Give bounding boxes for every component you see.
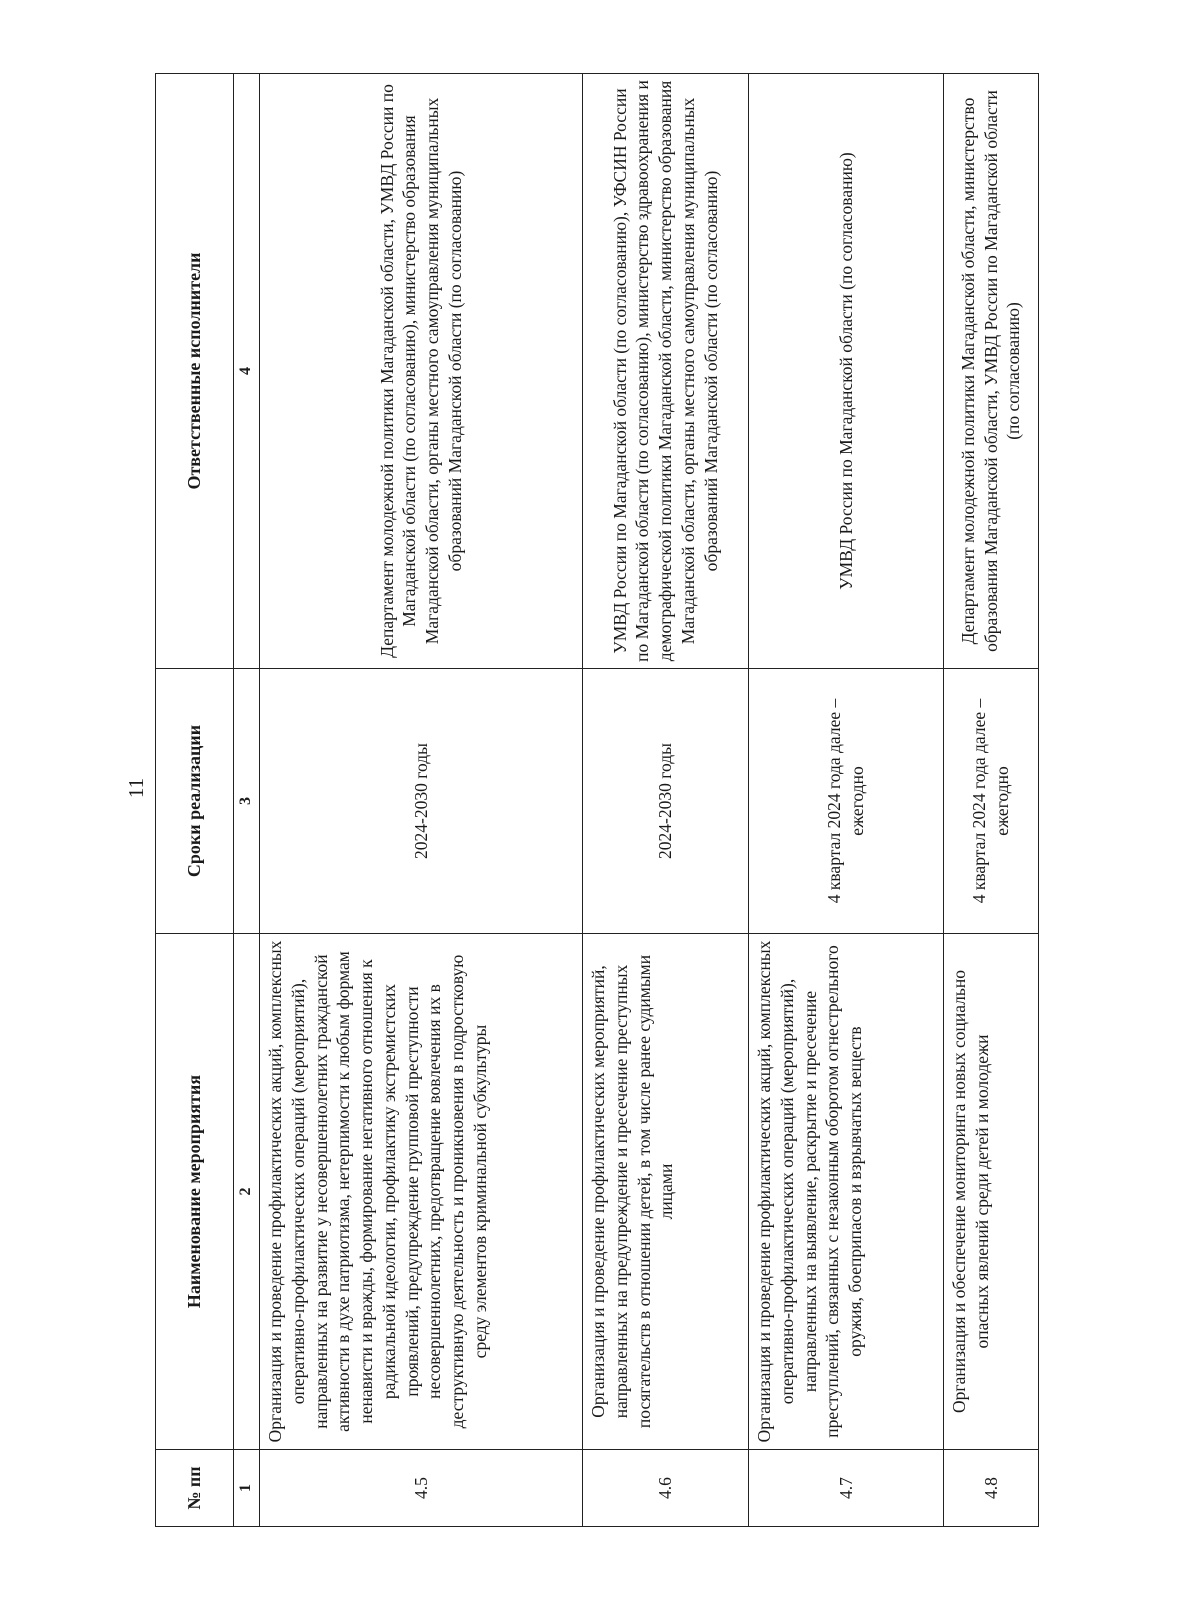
header-row — [156, 74, 234, 1527]
header-term: Сроки реализации — [156, 669, 234, 934]
col-number-4: 4 — [234, 74, 260, 669]
event-executors: Департамент молодежной политики Магаданской области, УМВД России по Магаданской области (по согласованию), министерство образования Магаданской области, органы местного самоуправления муниципальных образований Магаданской области (по согласованию) — [260, 74, 583, 669]
table-row — [749, 74, 944, 1527]
event-term: 4 квартал 2024 года далее – ежегодно — [944, 669, 1039, 934]
table-row — [260, 74, 583, 1527]
event-term: 2024-2030 годы — [583, 669, 749, 934]
header-name: Наименование мероприятия — [156, 934, 234, 1450]
col-number-2: 2 — [234, 934, 260, 1450]
row-number: 4.6 — [583, 1450, 749, 1527]
event-name: Организация и проведение профилактических акций, комплексных оперативно-профилактических операций (мероприятий), направленных на выявление, раскрытие и пресечение преступлений, связанных с незаконным оборотом огнестрельного оружия, боеприпасов и взрывчатых веществ — [749, 934, 944, 1450]
page-number: 11 — [124, 777, 148, 799]
header-exec: Ответственные исполнители — [156, 74, 234, 669]
event-term: 2024-2030 годы — [260, 669, 583, 934]
event-executors: УМВД России по Магаданской области (по согласованию) — [749, 74, 944, 669]
row-number: 4.7 — [749, 1450, 944, 1527]
row-number: 4.8 — [944, 1450, 1039, 1527]
events-table — [155, 73, 1039, 1527]
table-row — [583, 74, 749, 1527]
col-number-3: 3 — [234, 669, 260, 934]
event-name: Организация и обеспечение мониторинга новых социально опасных явлений среди детей и молодежи — [944, 934, 1039, 1450]
row-number: 4.5 — [260, 1450, 583, 1527]
rotated-table-container — [155, 74, 1038, 1527]
column-number-row — [234, 74, 260, 1527]
col-number-1: 1 — [234, 1450, 260, 1527]
event-name: Организация и проведение профилактических мероприятий, направленных на предупреждение и пресечение преступных посягательств в отношении детей, в том числе ранее судимыми лицами — [583, 934, 749, 1450]
table-row — [944, 74, 1039, 1527]
event-executors: Департамент молодежной политики Магаданской области, министерство образования Магаданской области, УМВД России по Магаданской области (по согласованию) — [944, 74, 1039, 669]
header-num: № пп — [156, 1450, 234, 1527]
event-name: Организация и проведение профилактических акций, комплексных оперативно-профилактических операций (мероприятий), направленных на развитие у несовершеннолетних гражданской активности в духе патриотизма, нетерпимости к любым формам ненависти и вражды, формирование негативного отношения к радикальной идеологии, профилактику экстремистских проявлений, предупреждение групповой преступности несовершеннолетних, предотвращение вовлечения их в деструктивную деятельность и проникновения в подростковую среду элементов криминальной субкультуры — [260, 934, 583, 1450]
event-executors: УМВД России по Магаданской области (по согласованию), УФСИН России по Магаданской области (по согласованию), министерство здравоохранения и демографической политики Магаданской области, министерство образования Магаданской области, органы местного самоуправления муниципальных образований Магаданской области (по согласованию) — [583, 74, 749, 669]
event-term: 4 квартал 2024 года далее – ежегодно — [749, 669, 944, 934]
